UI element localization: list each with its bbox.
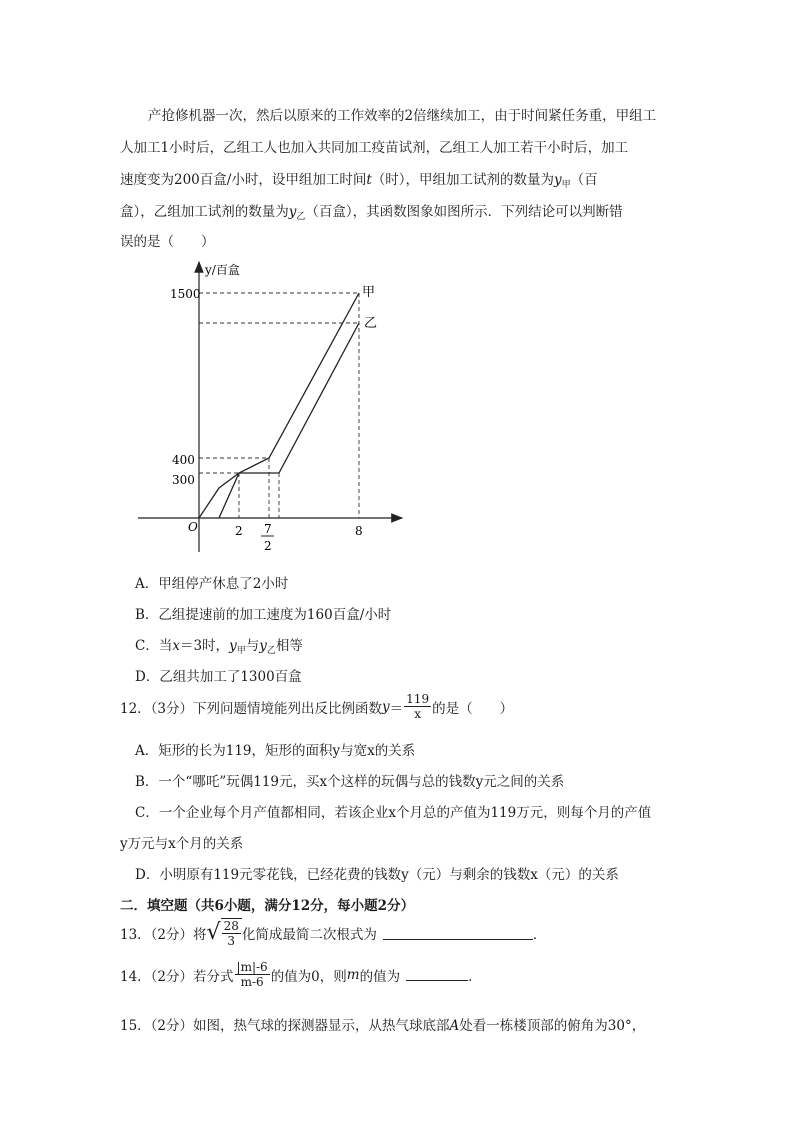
q13-stem: 13．（2分）将 √ $\frac{28}{3}$ 化简成最简二次根式为 ． [120, 919, 547, 948]
svg-text:7: 7 [264, 522, 272, 536]
q11-option-d: D．乙组共加工了1300百盒 [135, 669, 302, 685]
q14-answer-blank[interactable] [406, 968, 468, 981]
origin-label: O [188, 520, 198, 534]
series-line-jia [199, 293, 359, 518]
q12-fraction: $\frac{119}{x}$ [406, 692, 430, 721]
svg-text:2: 2 [264, 539, 272, 553]
x-tick-7-2 [261, 522, 274, 553]
q11-option-c: C．当x＝3时，$y_甲$与$y_乙$相等 [135, 638, 303, 656]
intro-line-2: 人加工1小时后，乙组工人也加入共同加工疫苗试剂，乙组工人加工若干小时后，加工 [120, 140, 629, 156]
series-label-yi: 乙 [364, 316, 378, 331]
x-tick-8: 8 [355, 524, 363, 538]
function-graph [130, 255, 420, 560]
q12-stem: 12．（3分）下列问题情境能列出反比例函数 y ＝ $\frac{119}{x}$ 的是（ ） [120, 692, 514, 721]
intro-line-5: 误的是（ ） [120, 234, 215, 250]
q12-option-d: D．小明原有119元零花钱，已经花费的钱数y（元）与剩余的钱数x（元）的关系 [135, 867, 619, 883]
q13-answer-blank[interactable] [383, 927, 533, 940]
q12-option-c-line1: C．一个企业每个月产值都相同，若该企业x个月总的产值为119万元，则每个月的产值 [135, 805, 652, 821]
q14-fraction: $\frac{|m|-6}{m-6}$ [236, 960, 268, 989]
q11-option-a: A．甲组停产休息了2小时 [135, 576, 289, 592]
q12-option-c-line2: y万元与x个月的关系 [120, 836, 244, 852]
q12-option-b: B．一个“哪吒”玩偶119元，买x个这样的玩偶与总的钱数y元之间的关系 [135, 774, 565, 790]
y-axis-label: y/百盒 [205, 263, 240, 277]
y-tick-300: 300 [172, 473, 195, 487]
q12-option-a: A．矩形的长为119，矩形的面积y与宽x的关系 [135, 743, 416, 759]
series-lines [199, 293, 359, 518]
y-tick-400: 400 [172, 453, 195, 467]
q14-stem: 14．（2分）若分式 $\frac{|m|-6}{m-6}$ 的值为0，则 m 的值为 ． [120, 960, 482, 989]
q15-stem: 15．（2分）如图，热气球的探测器显示，从热气球底部A处看一栋楼顶部的俯角为30°， [120, 1018, 646, 1034]
q11-option-b: B．乙组提速前的加工速度为160百盒/小时 [135, 607, 392, 623]
x-tick-2: 2 [235, 524, 243, 538]
intro-line-1: 产抢修机器一次，然后以原来的工作效率的2倍继续加工，由于时间紧任务重，甲组工 [148, 108, 657, 124]
q13-sqrt: √ $\frac{28}{3}$ [207, 918, 242, 948]
intro-line-3: 速度变为200百盒/小时，设甲组加工时间t（时），甲组加工试剂的数量为$y_甲$（百 [120, 172, 598, 190]
y-tick-1500: 1500 [170, 287, 201, 301]
intro-line-4: 盒），乙组加工试剂的数量为$y_乙$（百盒），其函数图象如图所示．下列结论可以判断错 [120, 204, 623, 222]
section-2-heading: 二．填空题（共6小题，满分12分，每小题2分） [120, 898, 415, 914]
series-label-jia: 甲 [362, 285, 376, 300]
